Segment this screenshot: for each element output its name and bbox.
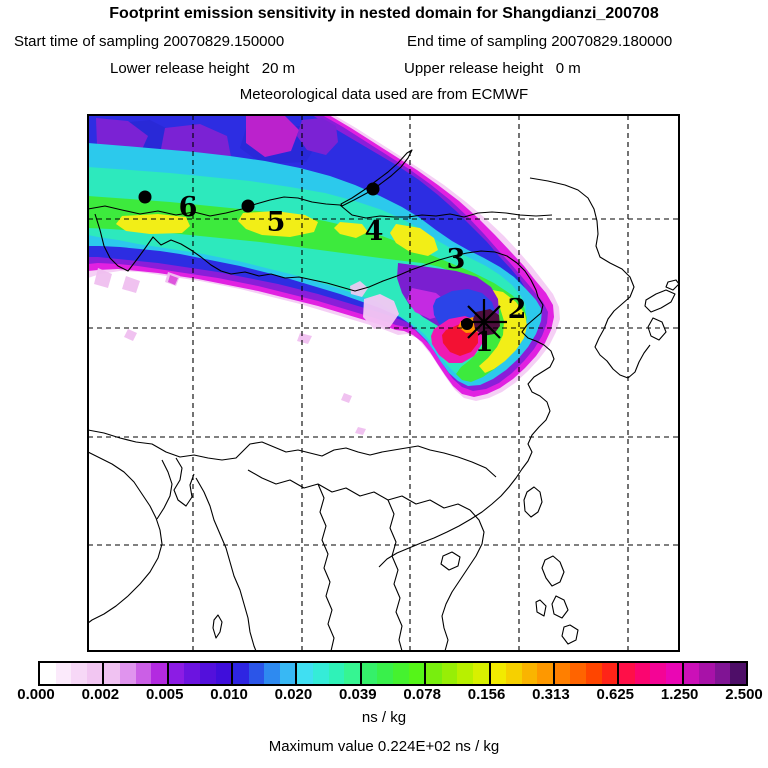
colorbar-group-5: [362, 663, 426, 684]
receptor-dot-6: [139, 191, 152, 204]
colorbar-group-1: [104, 663, 168, 684]
colorbar-cell: [522, 663, 538, 684]
colorbar-tick-label: 1.250: [660, 686, 699, 703]
colorbar-group-7: [491, 663, 555, 684]
colorbar-cell: [362, 663, 378, 684]
colorbar: [38, 661, 748, 686]
colorbar-cell: [151, 663, 167, 684]
colorbar-cell: [635, 663, 651, 684]
colorbar-cell: [586, 663, 602, 684]
max-value-label: Maximum value 0.224E+02 ns / kg: [268, 738, 500, 755]
colorbar-tick-label: 0.039: [339, 686, 377, 703]
colorbar-cell: [40, 663, 56, 684]
colorbar-group-3: [233, 663, 297, 684]
lower-release-label: Lower release height 20 m: [110, 60, 296, 77]
colorbar-cell: [555, 663, 571, 684]
colorbar-cell: [280, 663, 296, 684]
colorbar-tick-label: 0.010: [210, 686, 248, 703]
marker-label-2: 2: [507, 294, 527, 325]
colorbar-cell: [409, 663, 425, 684]
colorbar-cell: [457, 663, 473, 684]
colorbar-cell: [715, 663, 731, 684]
start-time-label: Start time of sampling 20070829.150000: [14, 33, 285, 50]
colorbar-cell: [200, 663, 216, 684]
receptor-dot-2: [461, 318, 473, 330]
colorbar-cell: [71, 663, 87, 684]
colorbar-tick-label: 0.078: [403, 686, 441, 703]
marker-label-4: 4: [364, 216, 384, 247]
colorbar-tick-label: 0.625: [596, 686, 635, 703]
marker-label-3: 3: [446, 244, 466, 275]
colorbar-tick-labels: [17, 686, 763, 704]
end-time-label: End time of sampling 20070829.180000: [407, 33, 673, 50]
receptor-dot-4: [367, 183, 380, 196]
colorbar-cell: [699, 663, 715, 684]
upper-release-label: Upper release height 0 m: [404, 60, 581, 77]
colorbar-tick-label: 0.002: [81, 686, 120, 703]
marker-label-5: 5: [266, 207, 286, 238]
colorbar-cell: [184, 663, 200, 684]
colorbar-cell: [264, 663, 280, 684]
receptor-dot-5: [242, 200, 255, 213]
colorbar-cell: [87, 663, 103, 684]
colorbar-cell: [491, 663, 507, 684]
colorbar-cell: [329, 663, 345, 684]
colorbar-tick-label: 2.500: [725, 686, 763, 703]
colorbar-cell: [249, 663, 265, 684]
colorbar-cell: [537, 663, 553, 684]
colorbar-cell: [473, 663, 489, 684]
colorbar-cell: [684, 663, 700, 684]
colorbar-group-0: [40, 663, 104, 684]
colorbar-tick-label: 0.000: [17, 686, 55, 703]
colorbar-unit-label: ns / kg: [361, 709, 407, 726]
colorbar-cell: [169, 663, 185, 684]
colorbar-cell: [570, 663, 586, 684]
colorbar-group-4: [297, 663, 361, 684]
colorbar-tick-label: 0.020: [274, 686, 313, 703]
colorbar-cell: [344, 663, 360, 684]
colorbar-cell: [136, 663, 152, 684]
colorbar-cell: [730, 663, 746, 684]
met-data-label: Meteorological data used are from ECMWF: [239, 86, 529, 103]
marker-label-6: 6: [178, 192, 198, 223]
colorbar-cell: [216, 663, 232, 684]
colorbar-cell: [56, 663, 72, 684]
colorbar-cell: [233, 663, 249, 684]
colorbar-cell: [297, 663, 313, 684]
colorbar-group-2: [169, 663, 233, 684]
colorbar-cell: [120, 663, 136, 684]
colorbar-cell: [442, 663, 458, 684]
colorbar-group-10: [684, 663, 746, 684]
colorbar-cell: [377, 663, 393, 684]
colorbar-cell: [104, 663, 120, 684]
colorbar-tick-label: 0.005: [145, 686, 184, 703]
colorbar-group-8: [555, 663, 619, 684]
colorbar-cell: [619, 663, 635, 684]
colorbar-cell: [426, 663, 442, 684]
colorbar-tick-label: 0.313: [532, 686, 570, 703]
colorbar-cell: [313, 663, 329, 684]
colorbar-cell: [393, 663, 409, 684]
marker-label-1: 1: [474, 327, 494, 358]
colorbar-cell: [666, 663, 682, 684]
colorbar-cell: [506, 663, 522, 684]
colorbar-cell: [650, 663, 666, 684]
colorbar-group-9: [619, 663, 683, 684]
colorbar-cell: [602, 663, 618, 684]
page-title: Footprint emission sensitivity in nested domain for Shangdianzi_200708: [109, 5, 659, 22]
colorbar-tick-label: 0.156: [467, 686, 506, 703]
colorbar-group-6: [426, 663, 490, 684]
